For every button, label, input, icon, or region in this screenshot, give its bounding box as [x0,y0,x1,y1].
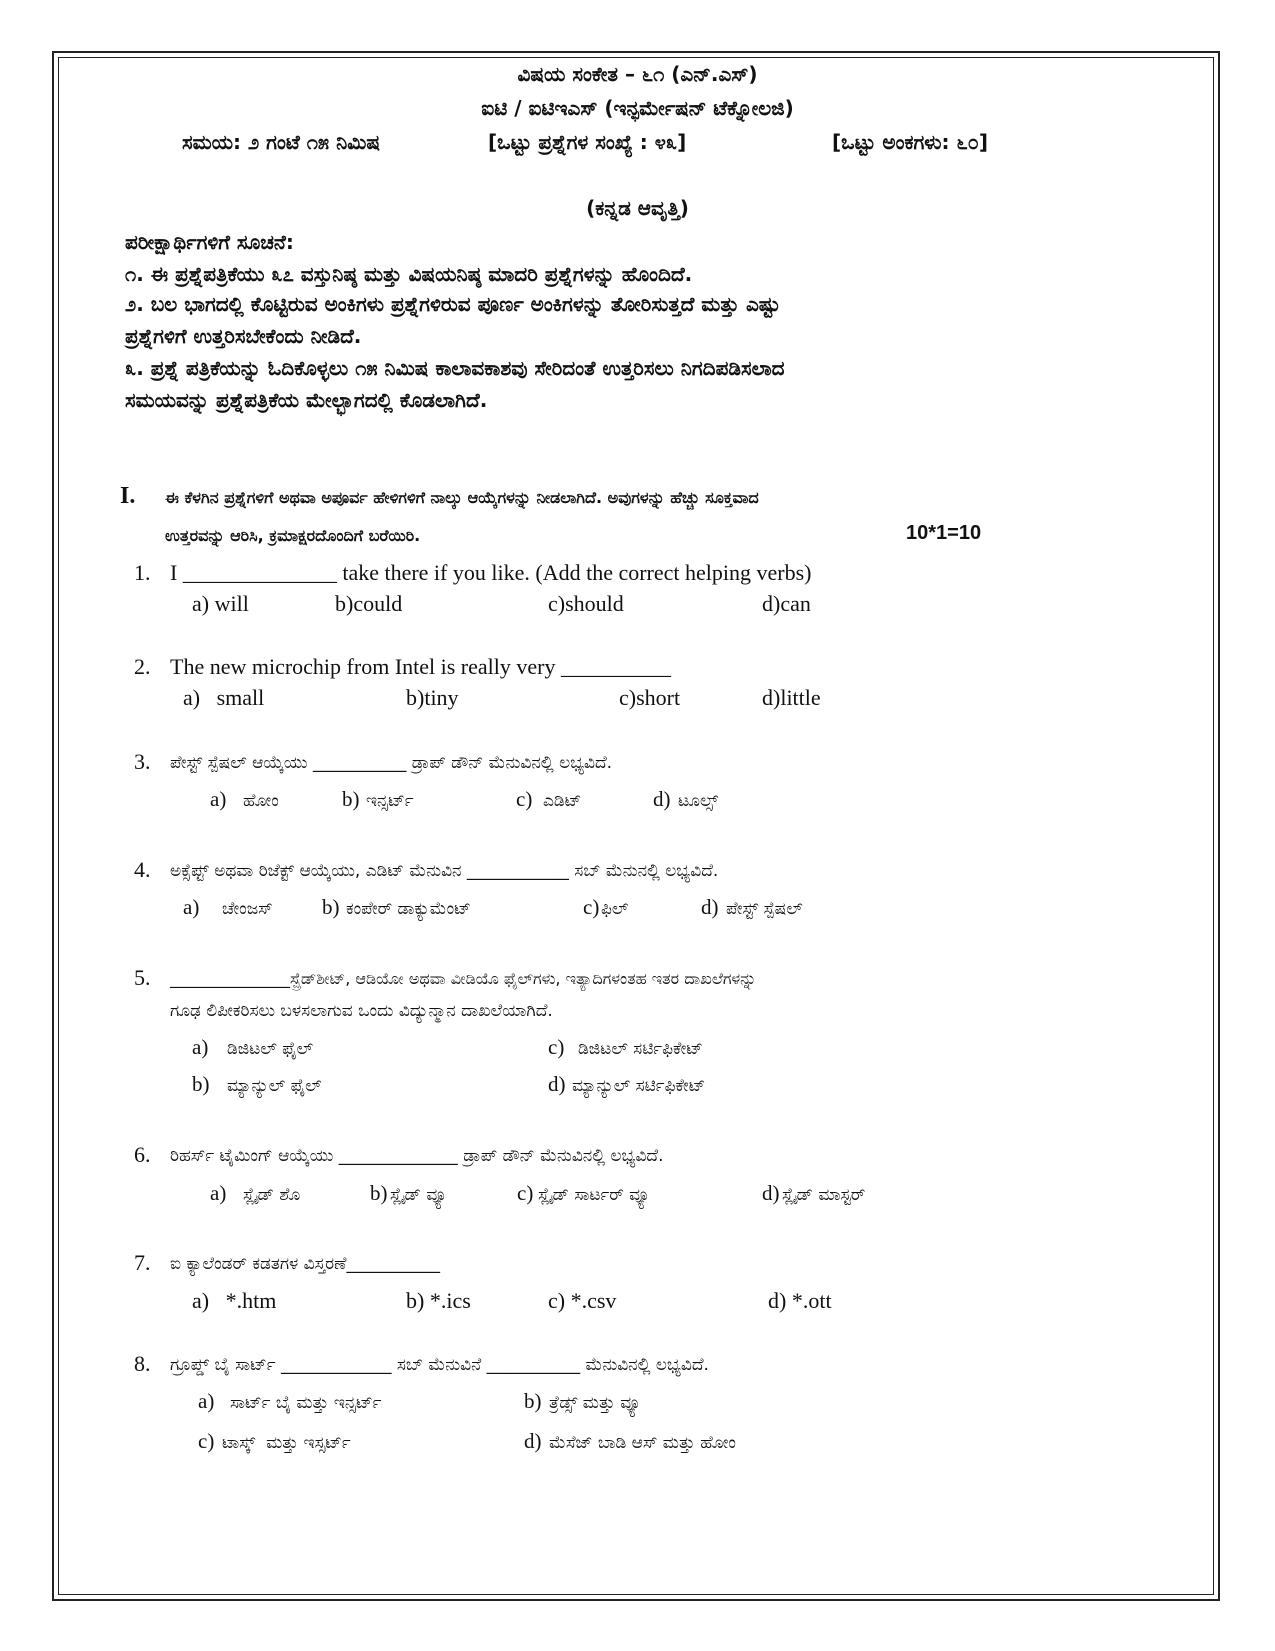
question-6-option-a: ಸ್ಲೈಡ್ ಶೊ [243,1185,301,1205]
question-5-option-c: ಡಿಜಿಟಲ್ ಸರ್ಟಿಫಿಕೇಟ್ [578,1039,703,1059]
question-4-option-c: ಫಿಲ್ [601,899,629,919]
question-7-option-b: b) *.ics [406,1288,471,1313]
section-instruction-cont: ಉತ್ತರವನ್ನು ಆರಿಸಿ, ಕ್ರಮಾಕ್ಷರದೊಂದಿಗೆ ಬರೆಯಿರಿ. [165,526,421,545]
question-8-option-a-label: a) [198,1389,215,1413]
section-instruction: ಈ ಕೆಳಗಿನ ಪ್ರಶ್ನೆಗಳಿಗೆ ಅಥವಾ ಅಪೂರ್ವ ಹೇಳಿಗಳಿಗೆ ನಾಲ್ಕು ಆಯ್ಕೆಗಳನ್ನು ನೀಡಲಾಗಿದೆ. ಅವುಗಳನ್ನು ಹೆಚ್ಚು ಸೂಕ್ತವಾದ [165,488,759,507]
question-5-option-b: ಮ್ಯಾನ್ಯುಲ್ ಫೈಲ್ [227,1076,322,1096]
question-8-text: ಗ್ರೂಪ್ಡ್ ಬೈ ಸಾರ್ಟ್ _____________ ಸಬ್ ಮೆನುವಿನೆ ___________ ಮೆನುವಿನಲ್ಲಿ ಲಭ್ಯವಿದೆ. [170,1355,709,1375]
question-5-option-a-label: a) [192,1035,209,1059]
question-2-option-c: c)short [619,685,681,710]
question-5-option-d: ಮ್ಯಾನ್ಯುಲ್ ಸರ್ಟಿಫಿಕೇಟ್ [572,1076,706,1096]
question-5-number: 5. [134,965,151,990]
question-7-option-c: c) *.csv [548,1288,617,1313]
question-8-option-b: ತ್ರೆಡ್ಸ್ ಮತ್ತು ವ್ಯೂ [549,1393,641,1413]
question-2-number: 2. [134,654,151,679]
question-6-option-d: ಸ್ಲೈಡ್ ಮಾಸ್ಟರ್ [782,1185,866,1205]
version-label: (ಕನ್ನಡ ಆವೃತ್ತಿ) [586,196,689,220]
question-4-option-b-label: b) [322,895,340,919]
question-2-option-a: a) small [183,685,265,710]
question-2-option-b: b)tiny [406,685,459,710]
instructions-heading: ಪರೀಕ್ಷಾರ್ಥಿಗಳಿಗೆ ಸೂಚನೆ: [125,230,294,254]
question-8-option-c: ಟಾಸ್ಕ್ ಮತ್ತು ಇಸ್ಸರ್ಟ್ [222,1433,351,1453]
instruction-2-cont: ಪ್ರಶ್ನೆಗಳಿಗೆ ಉತ್ತರಿಸಬೇಕೆಂದು ನೀಡಿದೆ. [125,324,362,348]
question-3-option-d-label: d) [653,787,671,811]
question-3-option-b: ಇನ್ಸರ್ಟ್ [366,791,414,811]
question-3-option-a: ಹೋಂ [243,791,279,811]
question-3-option-c-label: c) [516,787,533,811]
question-5-option-b-label: b) [192,1072,210,1096]
subject-code: ವಿಷಯ ಸಂಕೇತ – ೬೧ (ಎನ್.ಎಸ್) [517,62,758,86]
subject-name: ಐಟಿ / ಐಟಿಇಎಸ್ (ಇನ್ಫರ್ಮೇಷನ್ ಟೆಕ್ನೋಲಜಿ) [481,96,794,120]
question-8-option-d: ಮೆಸೆಜ್ ಬಾಡಿ ಆಸ್ ಮತ್ತು ಹೋಂ [549,1433,736,1453]
question-2-text: The new microchip from Intel is really very __________ [170,654,671,679]
question-6-number: 6. [134,1142,151,1167]
exam-time: ಸಮಯ: ೨ ಗಂಟೆ ೧೫ ನಿಮಿಷ [182,130,380,154]
question-1-option-a: a) will [192,591,249,616]
question-4-number: 4. [134,857,151,882]
question-6-option-d-label: d) [762,1181,780,1205]
total-marks: [ಒಟ್ಟು ಅಂಕಗಳು: ೬೦] [832,130,988,154]
question-4-option-a: ಚೇಂಜಸ್ [222,899,273,919]
question-8-option-b-label: b) [524,1389,542,1413]
question-7-option-d: d) *.ott [768,1288,832,1313]
instruction-1: ೧. ಈ ಪ್ರಶ್ನೆಪತ್ರಿಕೆಯು ೩೭ ವಸ್ತುನಿಷ್ಠ ಮತ್ತು ವಿಷಯನಿಷ್ಠ ಮಾದರಿ ಪ್ರಶ್ನೆಗಳನ್ನು ಹೊಂದಿದೆ. [125,262,693,286]
question-5-text-cont: ಗೂಢ ಲಿಪೀಕರಿಸಲು ಬಳಸಲಾಗುವ ಒಂದು ವಿದ್ಯುನ್ಮಾನ ದಾಖಲೆಯಾಗಿದೆ. [170,1001,553,1021]
question-6-option-b-label: b) [370,1181,388,1205]
question-4-option-c-label: c) [583,895,600,919]
question-4-option-b: ಕಂಪೇರ್ ಡಾಕ್ಯುಮೆಂಟ್ [346,899,471,919]
question-7-text: ಐ ಕ್ಯಾಲೆಂಡರ್ ಕಡತಗಳ ವಿಸ್ತರಣೆ___________ [170,1254,440,1274]
question-8-option-c-label: c) [198,1429,215,1453]
section-marks: 10*1=10 [906,522,982,544]
question-6-option-b: ಸ್ಲೈಡ್ ವ್ಯೂ [390,1185,447,1205]
question-1-number: 1. [134,560,151,585]
question-3-option-d: ಟೂಲ್ಸ್ [678,791,719,811]
section-number: I. [120,483,136,509]
question-8-number: 8. [134,1351,151,1376]
question-7-number: 7. [134,1250,151,1275]
question-8-option-d-label: d) [524,1429,542,1453]
question-5-option-c-label: c) [548,1035,565,1059]
total-questions: [ಒಟ್ಟು ಪ್ರಶ್ನೆಗಳ ಸಂಖ್ಯೆ : ೪೩] [488,130,687,154]
question-1-option-b: b)could [335,591,403,616]
question-3-text: ಪೇಸ್ಟ್ ಸ್ಪೆಷಲ್ ಆಯ್ಕೆಯು ___________ ಡ್ರಾಪ್ ಡೌನ್ ಮೆನುವಿನಲ್ಲಿ ಲಭ್ಯವಿದೆ. [170,753,613,773]
question-3-option-a-label: a) [210,787,227,811]
question-3-option-c: ಎಡಿಟ್ [543,791,582,811]
question-6-option-a-label: a) [210,1181,227,1205]
question-4-option-a-label: a) [183,895,200,919]
question-7-option-a: a) *.htm [192,1288,277,1313]
question-6-option-c-label: c) [517,1181,534,1205]
question-6-text: ರಿಹರ್ಸ್ ಟೈಮಿಂಗ್ ಆಯ್ಕೆಯು ______________ ಡ್ರಾಪ್ ಡೌನ್ ಮೆನುವಿನಲ್ಲಿ ಲಭ್ಯವಿದೆ. [170,1146,664,1166]
question-2-option-d: d)little [762,685,821,710]
instruction-3: ೩. ಪ್ರಶ್ನೆ ಪತ್ರಿಕೆಯನ್ನು ಓದಿಕೊಳ್ಳಲು ೧೫ ನಿಮಿಷ ಕಾಲಾವಕಾಶವು ಸೇರಿದಂತೆ ಉತ್ತರಿಸಲು ನಿಗದಿಪಡಿಸಲಾದ [125,356,785,380]
question-4-text: ಅಕ್ಸೆಪ್ಟ್ ಅಥವಾ ರಿಜೆಕ್ಟ್ ಆಯ್ಕೆಯು, ಎಡಿಟ್ ಮೆನುವಿನ ____________ ಸಬ್ ಮೆನುನಲ್ಲಿ ಲಭ್ಯವಿದೆ. [170,861,719,881]
question-3-option-b-label: b) [342,787,360,811]
question-5-option-d-label: d) [548,1072,566,1096]
question-5-text: _______________ಸ್ಪ್ರೆಡ್‌ಶೀಟ್, ಆಡಿಯೋ ಅಥವಾ ವೀಡಿಯೊ ಫೈಲ್‌ಗಳು, ಇತ್ಯಾದಿಗಳಂತಹ ಇತರ ದಾಖಲೆಗಳನ್ನು [170,969,757,988]
instruction-3-cont: ಸಮಯವನ್ನು ಪ್ರಶ್ನೆಪತ್ರಿಕೆಯ ಮೇಲ್ಭಾಗದಲ್ಲಿ ಕೊಡಲಾಗಿದೆ. [125,388,488,412]
question-4-option-d: ಪೇಸ್ಟ್ ಸ್ಪೆಷಲ್ [726,899,803,919]
instruction-2: ೨. ಬಲ ಭಾಗದಲ್ಲಿ ಕೊಟ್ಟಿರುವ ಅಂಕಿಗಳು ಪ್ರಶ್ನೆಗಳಿರುವ ಪೂರ್ಣ ಅಂಕಿಗಳನ್ನು ತೋರಿಸುತ್ತದೆ ಮತ್ತು ಎಷ್ಟು [125,292,781,316]
question-1-option-d: d)can [762,591,811,616]
question-8-option-a: ಸಾರ್ಟ್ ಬೈ ಮತ್ತು ಇನ್ಸರ್ಟ್ [230,1393,382,1413]
question-1-option-c: c)should [548,591,624,616]
question-4-option-d-label: d) [701,895,719,919]
question-6-option-c: ಸ್ಲೈಡ್ ಸಾರ್ಟರ್ ವ್ಯೂ [538,1185,650,1205]
question-3-number: 3. [134,749,151,774]
question-5-option-a: ಡಿಜಿಟಲ್ ಫೈಲ್ [227,1039,314,1059]
question-1-text: I ______________ take there if you like. (Add the correct helping verbs) [170,560,812,585]
